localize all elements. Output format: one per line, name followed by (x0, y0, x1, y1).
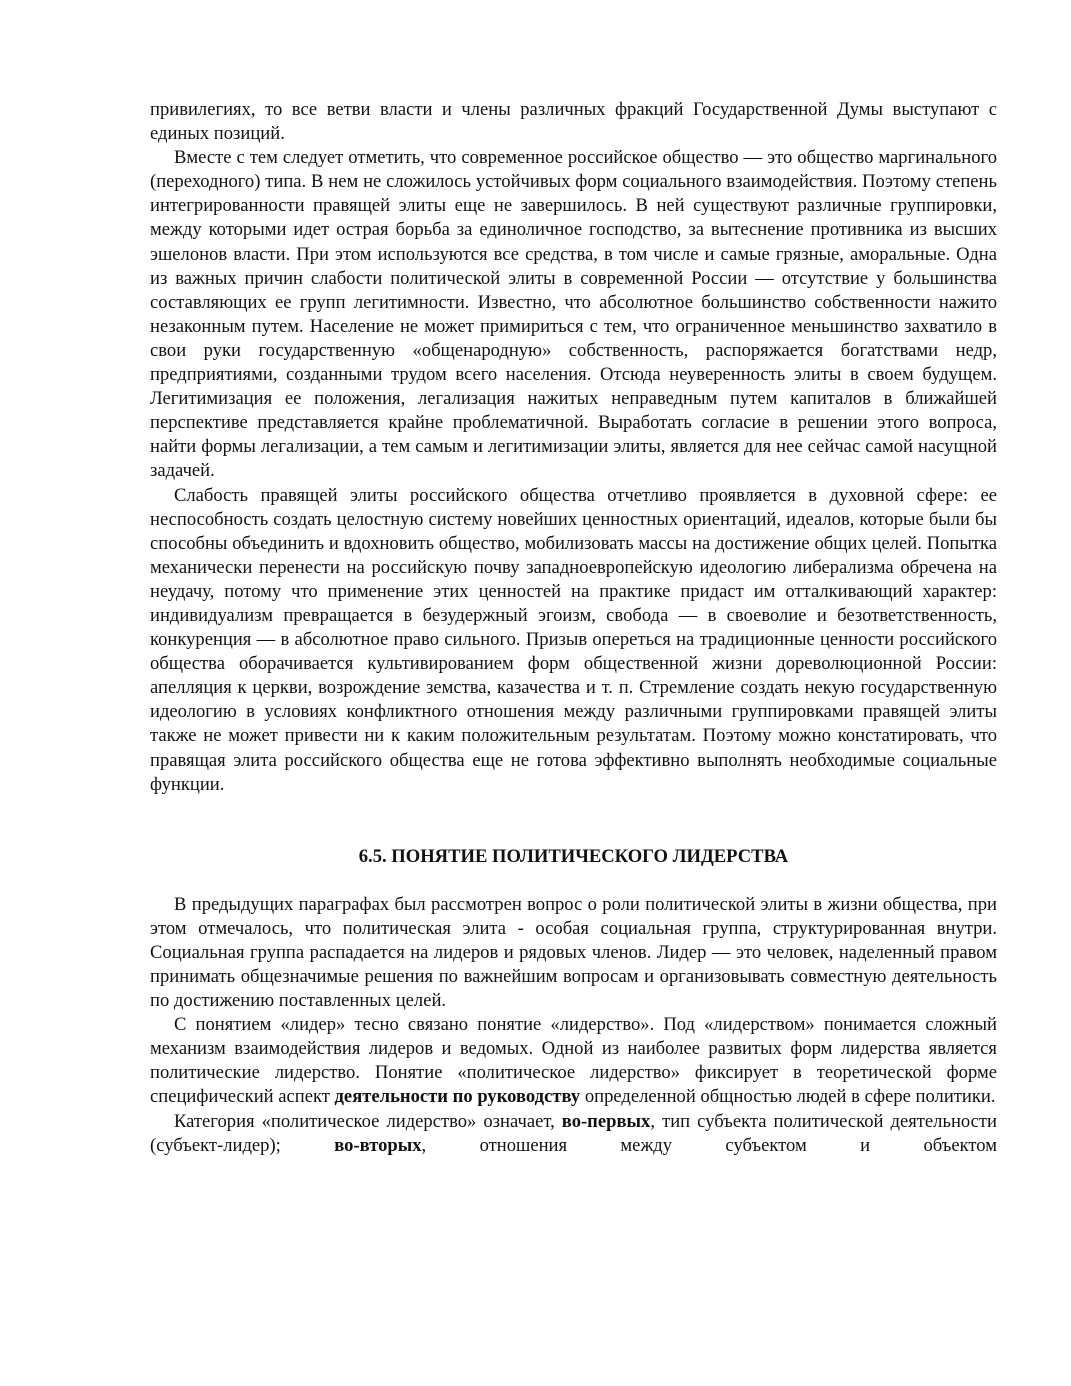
paragraph-6-text-c: , отношения между субъектом и объектом (421, 1134, 997, 1156)
paragraph-4: В предыдущих параграфах был рассмотрен вопрос о роли политической элиты в жизни общества, при этом отмечалось, что политическая элита - особая социальная группа, структурированная внутри. Социальная группа распадается на лидеров и рядовых членов. Лидер — это человек, наделенный правом принимать общезначимые решения по важнейшим вопросам и организовывать совместную деятельность по достижению поставленных целей. (150, 893, 997, 1012)
paragraph-5-text-a: С понятием «лидер» тесно связано понятие «лидерство». Под «лидерством» понимается сложный механизм взаимодействия лидеров и ведомых. Одной из наиболее развитых форм лидерства является политические лидерство. Понятие «политическое лидерство» фиксирует в теоретической форме специфический аспект (150, 1014, 997, 1108)
paragraph-6 (150, 1110, 997, 1158)
paragraph-2: Вместе с тем следует отметить, что современное российское общество — это общество маргинального (переходного) типа. В нем не сложилось устойчивых форм социального взаимодействия. Поэтому степень интегрированности правящей элиты еще не завершилось. В ней существуют различные группировки, между которыми идет острая борьба за единоличное господство, за вытеснение противника из высших эшелонов власти. При этом используются все средства, в том числе и самые грязные, аморальные. Одна из важных причин слабости политической элиты в современной России — отсутствие у большинства составляющих ее групп легитимности. Известно, что абсолютное большинство собственности нажито незаконным путем. Население не может примириться с тем, что ограниченное меньшинство захватило в свои руки государственную «общенародную» собственность, распоряжается богатствами недр, предприятиями, созданными трудом всего населения. Отсюда неуверенность элиты в своем будущем. Легитимизация ее положения, легализация нажитых неправедным путем капиталов в ближайшей перспективе представляется крайне проблематичной. Выработать согласие в решении этого вопроса, найти формы легализации, а тем самым и легитимизации элиты, является для нее сейчас самой насущной задачей. (150, 147, 997, 482)
section-heading: 6.5. ПОНЯТИЕ ПОЛИТИЧЕСКОГО ЛИДЕРСТВА (358, 845, 789, 867)
paragraph-5-bold: деятельности по руководству (334, 1086, 581, 1108)
paragraph-6-bold-1: во-первых (561, 1110, 651, 1132)
paragraph-6-text-b: , тип субъекта политической деятельности (субъект-лидер); (150, 1110, 997, 1156)
paragraph-3: Слабость правящей элиты российского общества отчетливо проявляется в духовной сфере: ее неспособность создать целостную систему новейших ценностных ориентаций, идеалов, которые были бы способны объединить и вдохновить общество, мобилизовать массы на достижение общих целей. Попытка механически перенести на российскую почву западноевропейскую идеологию либерализма обречена на неудачу, потому что применение этих ценностей на практике придаст им отталкивающий характер: индивидуализм превращается в безудержный эгоизм, свобода — в своеволие и безответственность, конкуренция — в абсолютное право сильного. Призыв опереться на традиционные ценности российского общества оборачивается культивированием форм общественной жизни дореволюционной России: апелляция к церкви, возрождение земства, казачества и т. п. Стремление создать некую государственную идеологию в условиях конфликтного отношения между различными группировками правящей элиты также не может привести ни к каким положительным результатам. Поэтому можно констатировать, что правящая элита российского общества еще не готова эффективно выполнять необходимые социальные функции. (150, 484, 997, 795)
paragraph-6-text-a: Категория «политическое лидерство» означает, (174, 1110, 562, 1132)
document-page (150, 98, 997, 1158)
paragraph-6-bold-2: во-вторых (334, 1134, 422, 1156)
paragraph-1: привилегиях, то все ветви власти и члены различных фракций Государственной Думы выступают с единых позиций. (150, 99, 997, 145)
paragraph-5 (150, 1013, 997, 1109)
paragraph-5-text-b: определенной общностью людей в сфере политики. (580, 1086, 996, 1108)
